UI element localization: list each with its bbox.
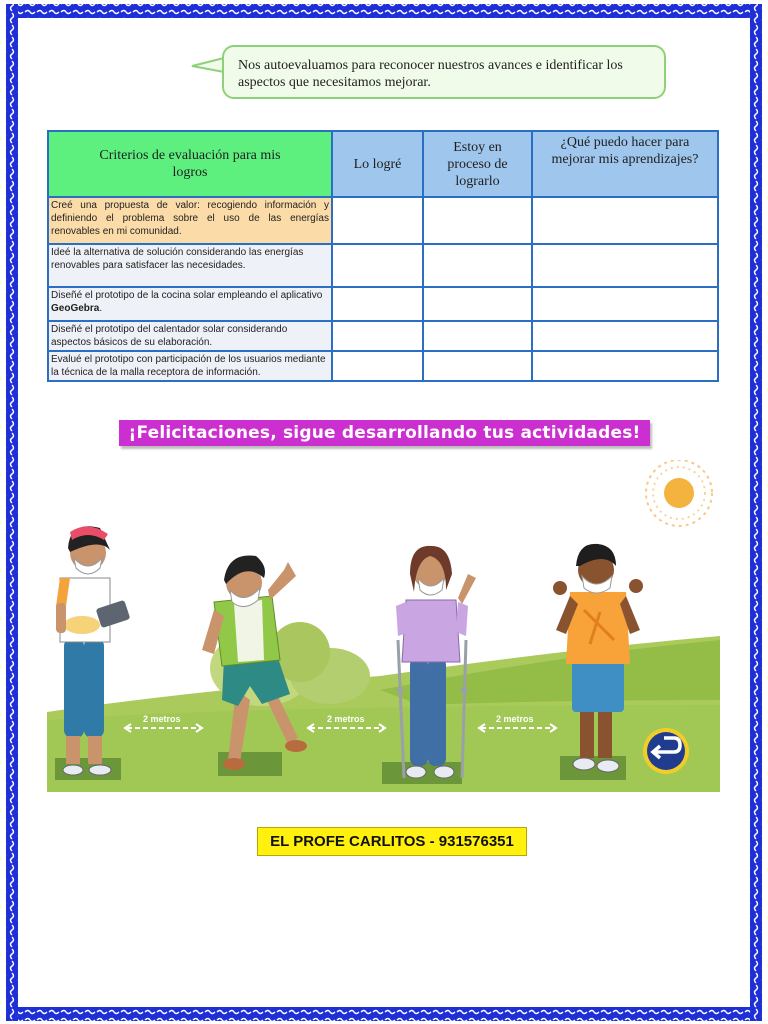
criterion-cell [48,321,332,351]
table-header-row [48,131,718,197]
table-row [48,321,718,351]
improve-cell[interactable] [532,244,718,287]
criterion-text: Diseñé el prototipo del calentador solar considerando aspectos básicos de su elaboración. [51,324,288,348]
congratulations-banner: ¡Felicitaciones, sigue desarrollando tus actividades! [119,420,650,446]
criterion-cell [48,244,332,287]
in-progress-cell[interactable] [423,321,532,351]
social-distancing-illustration [0,460,768,800]
criterion-text: Creé una propuesta de valor: recogiendo información y definiendo el problema sobre el uso de las energías renovables en mi comunidad. [51,200,329,237]
in-progress-cell[interactable] [423,351,532,381]
table-row [48,197,718,244]
achieved-cell[interactable] [332,351,423,381]
improve-cell[interactable] [532,321,718,351]
in-progress-cell[interactable] [423,197,532,244]
achieved-cell[interactable] [332,287,423,321]
header-improve: ¿Qué puedo hacer para mejorar mis aprendizajes? [532,131,718,197]
criterion-cell [48,287,332,321]
achieved-cell[interactable] [332,244,423,287]
sun-icon [646,460,712,526]
achieved-cell[interactable] [332,321,423,351]
header-achieved: Lo logré [332,131,423,197]
table-row [48,287,718,321]
improve-cell[interactable] [532,287,718,321]
table-row [48,351,718,381]
speech-text: Nos autoevaluamos para reconocer nuestros avances e identificar los aspectos que necesitamos mejorar. [238,58,623,90]
speech-bubble [222,45,666,99]
criterion-text: Ideé la alternativa de solución considerando las energías renovables para satisfacer las necesidades. [51,247,304,271]
distance-label: 2 metros [496,714,534,724]
evaluation-table [47,130,719,382]
in-progress-cell[interactable] [423,244,532,287]
criterion-bold-text: GeoGebra [51,303,100,314]
distance-label: 2 metros [143,714,181,724]
criterion-text: Diseñé el prototipo de la cocina solar empleando el aplicativo [51,290,323,301]
criterion-text: Evalué el prototipo con participación de los usuarios mediante la técnica de la malla receptora de información. [51,354,326,378]
criterion-cell [48,197,332,244]
in-progress-cell[interactable] [423,287,532,321]
table-row [48,244,718,287]
criterion-cell [48,351,332,381]
improve-cell[interactable] [532,351,718,381]
return-arrow-icon[interactable] [643,728,689,774]
criterion-text-end: . [99,303,103,314]
header-criteria: Criterios de evaluación para mis logros [48,131,332,197]
author-credit: EL PROFE CARLITOS - 931576351 [257,827,527,856]
header-in-progress: Estoy en proceso de lograrlo [423,131,532,197]
achieved-cell[interactable] [332,197,423,244]
improve-cell[interactable] [532,197,718,244]
speech-bubble-tail [190,56,226,76]
distance-label: 2 metros [327,714,365,724]
